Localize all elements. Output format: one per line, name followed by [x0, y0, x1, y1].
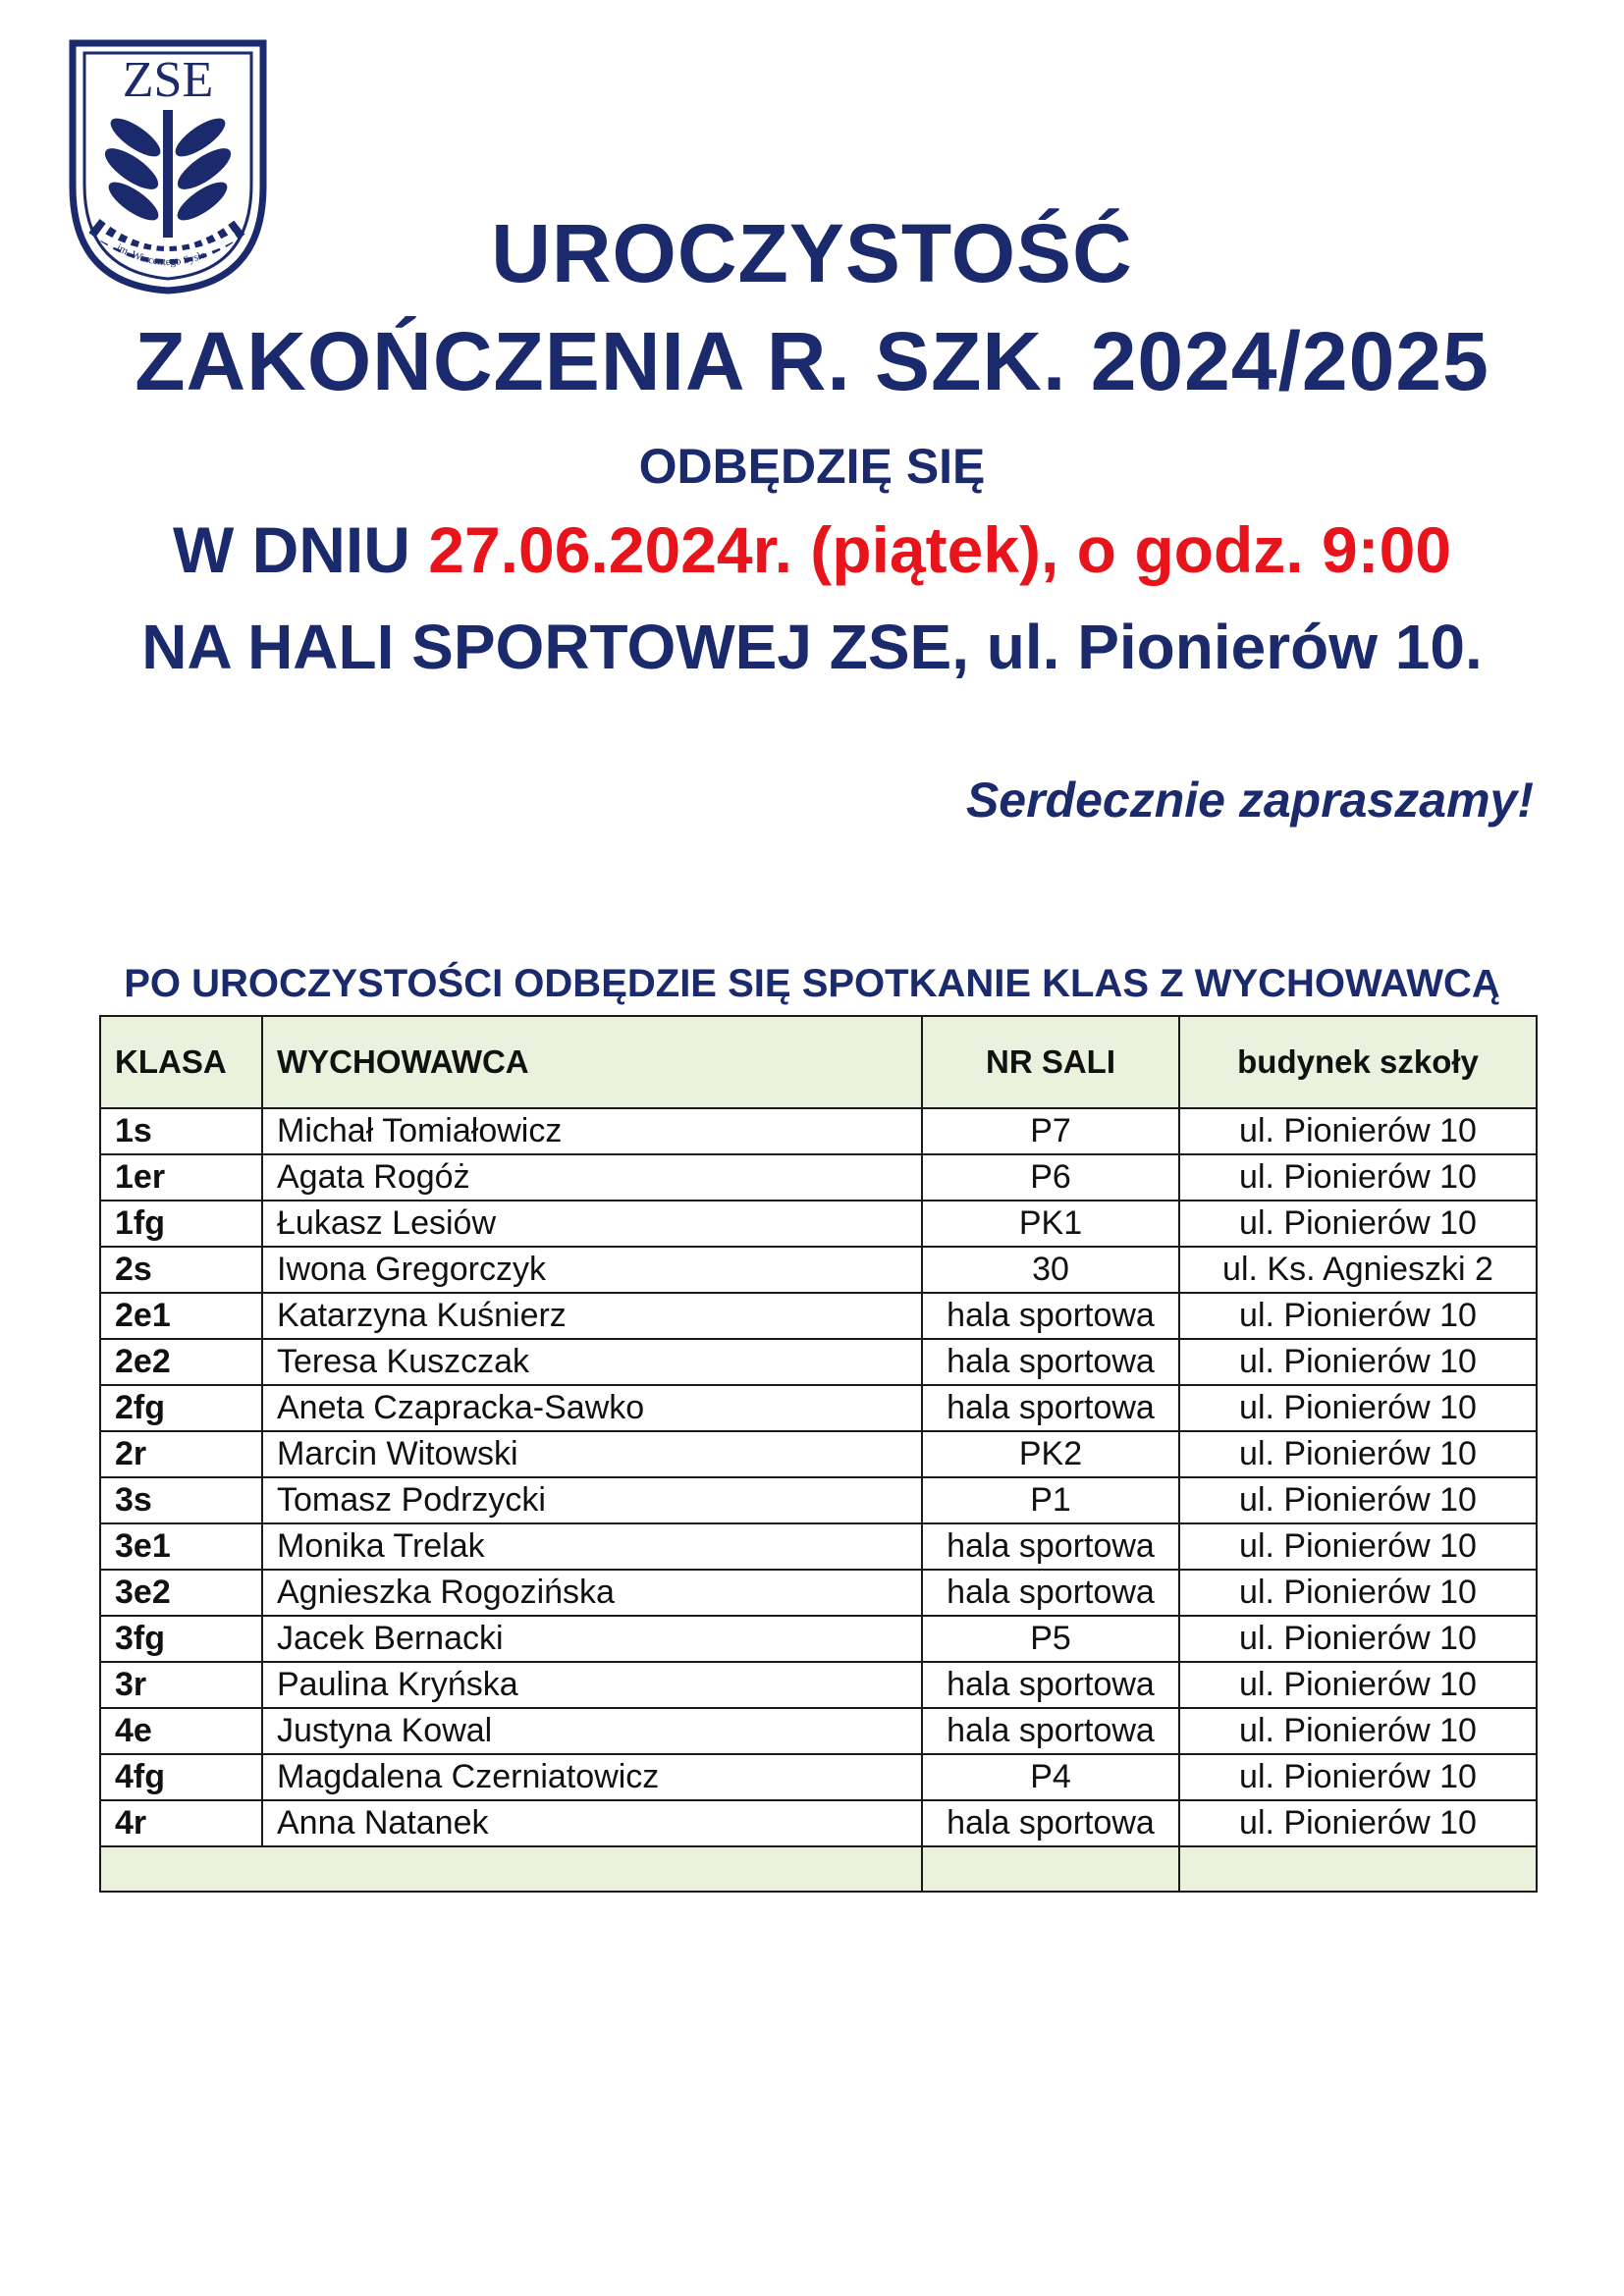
logo-text: ZSE: [122, 52, 214, 108]
cell-nr-sali: PK1: [922, 1201, 1179, 1247]
logo-ring-text: im. Wincentego Sysła: [114, 241, 208, 269]
cell-klasa: 3e2: [100, 1570, 262, 1616]
cell-klasa: 2e1: [100, 1293, 262, 1339]
table-row: [100, 1247, 1537, 1293]
cell-budynek: ul. Pionierów 10: [1179, 1754, 1537, 1800]
cell-nr-sali: hala sportowa: [922, 1570, 1179, 1616]
table-row: [100, 1708, 1537, 1754]
table-row: [100, 1800, 1537, 1846]
empty-cell: [100, 1846, 922, 1892]
cell-wychowawca: Teresa Kuszczak: [262, 1339, 922, 1385]
cell-budynek: ul. Pionierów 10: [1179, 1662, 1537, 1708]
cell-wychowawca: Monika Trelak: [262, 1523, 922, 1570]
header-nr-sali: NR SALI: [922, 1016, 1179, 1108]
cell-nr-sali: PK2: [922, 1431, 1179, 1477]
cell-nr-sali: P1: [922, 1477, 1179, 1523]
header-budynek: budynek szkoły: [1179, 1016, 1537, 1108]
cell-wychowawca: Magdalena Czerniatowicz: [262, 1754, 922, 1800]
table-row: [100, 1293, 1537, 1339]
table-row: [100, 1339, 1537, 1385]
cell-budynek: ul. Pionierów 10: [1179, 1201, 1537, 1247]
cell-klasa: 1er: [100, 1154, 262, 1201]
cell-wychowawca: Iwona Gregorczyk: [262, 1247, 922, 1293]
cell-budynek: ul. Pionierów 10: [1179, 1154, 1537, 1201]
cell-klasa: 3fg: [100, 1616, 262, 1662]
empty-cell: [1179, 1846, 1537, 1892]
date-prefix: W DNIU: [172, 513, 429, 586]
cell-nr-sali: hala sportowa: [922, 1800, 1179, 1846]
cell-nr-sali: hala sportowa: [922, 1293, 1179, 1339]
table-row: [100, 1201, 1537, 1247]
cell-wychowawca: Agata Rogóż: [262, 1154, 922, 1201]
cell-nr-sali: P5: [922, 1616, 1179, 1662]
table-row: [100, 1754, 1537, 1800]
cell-budynek: ul. Pionierów 10: [1179, 1616, 1537, 1662]
table-row: [100, 1616, 1537, 1662]
table-empty-row: [100, 1846, 1537, 1892]
table-heading: PO UROCZYSTOŚCI ODBĘDZIE SIĘ SPOTKANIE KLAS Z WYCHOWAWCĄ: [124, 962, 1500, 1005]
cell-klasa: 3s: [100, 1477, 262, 1523]
cell-klasa: 2fg: [100, 1385, 262, 1431]
cell-klasa: 1s: [100, 1108, 262, 1154]
table-row: [100, 1662, 1537, 1708]
cell-klasa: 4fg: [100, 1754, 262, 1800]
cell-klasa: 4r: [100, 1800, 262, 1846]
table-row: [100, 1523, 1537, 1570]
cell-wychowawca: Anna Natanek: [262, 1800, 922, 1846]
cell-nr-sali: 30: [922, 1247, 1179, 1293]
table-row: [100, 1570, 1537, 1616]
table-header-row: [100, 1016, 1537, 1108]
header-wychowawca: WYCHOWAWCA: [262, 1016, 922, 1108]
cell-nr-sali: hala sportowa: [922, 1523, 1179, 1570]
cell-klasa: 1fg: [100, 1201, 262, 1247]
table-row: [100, 1154, 1537, 1201]
cell-wychowawca: Łukasz Lesiów: [262, 1201, 922, 1247]
cell-budynek: ul. Ks. Agnieszki 2: [1179, 1247, 1537, 1293]
empty-cell: [922, 1846, 1179, 1892]
table-row: [100, 1431, 1537, 1477]
header-klasa: KLASA: [100, 1016, 262, 1108]
cell-nr-sali: hala sportowa: [922, 1385, 1179, 1431]
table-row: [100, 1108, 1537, 1154]
cell-wychowawca: Agnieszka Rogozińska: [262, 1570, 922, 1616]
cell-klasa: 2s: [100, 1247, 262, 1293]
cell-budynek: ul. Pionierów 10: [1179, 1477, 1537, 1523]
cell-wychowawca: Tomasz Podrzycki: [262, 1477, 922, 1523]
cell-budynek: ul. Pionierów 10: [1179, 1385, 1537, 1431]
cell-nr-sali: P6: [922, 1154, 1179, 1201]
cell-klasa: 3r: [100, 1662, 262, 1708]
table-row: [100, 1385, 1537, 1431]
cell-budynek: ul. Pionierów 10: [1179, 1293, 1537, 1339]
cell-wychowawca: Michał Tomiałowicz: [262, 1108, 922, 1154]
cell-wychowawca: Aneta Czapracka-Sawko: [262, 1385, 922, 1431]
cell-nr-sali: P7: [922, 1108, 1179, 1154]
title-location-line: NA HALI SPORTOWEJ ZSE, ul. Pionierów 10.: [141, 612, 1483, 682]
cell-nr-sali: hala sportowa: [922, 1662, 1179, 1708]
cell-wychowawca: Jacek Bernacki: [262, 1616, 922, 1662]
cell-wychowawca: Paulina Kryńska: [262, 1662, 922, 1708]
cell-wychowawca: Marcin Witowski: [262, 1431, 922, 1477]
cell-klasa: 2r: [100, 1431, 262, 1477]
title-line-3: ODBĘDZIĘ SIĘ: [638, 439, 986, 494]
cell-klasa: 3e1: [100, 1523, 262, 1570]
cell-budynek: ul. Pionierów 10: [1179, 1431, 1537, 1477]
cell-budynek: ul. Pionierów 10: [1179, 1523, 1537, 1570]
cell-klasa: 2e2: [100, 1339, 262, 1385]
cell-budynek: ul. Pionierów 10: [1179, 1708, 1537, 1754]
title-line-2: ZAKOŃCZENIA R. SZK. 2024/2025: [135, 315, 1489, 407]
cell-budynek: ul. Pionierów 10: [1179, 1570, 1537, 1616]
cell-budynek: ul. Pionierów 10: [1179, 1339, 1537, 1385]
title-date-line: [0, 512, 1624, 587]
cell-budynek: ul. Pionierów 10: [1179, 1800, 1537, 1846]
title-line-1: UROCZYSTOŚĆ: [491, 207, 1133, 299]
cell-budynek: ul. Pionierów 10: [1179, 1108, 1537, 1154]
date-highlight: 27.06.2024r. (piątek), o godz. 9:00: [428, 513, 1452, 586]
cell-wychowawca: Justyna Kowal: [262, 1708, 922, 1754]
cell-klasa: 4e: [100, 1708, 262, 1754]
cell-wychowawca: Katarzyna Kuśnierz: [262, 1293, 922, 1339]
class-meeting-table: [99, 1015, 1538, 1893]
table-row: [100, 1477, 1537, 1523]
cell-nr-sali: hala sportowa: [922, 1339, 1179, 1385]
invitation-text: Serdecznie zapraszamy!: [965, 773, 1534, 828]
cell-nr-sali: hala sportowa: [922, 1708, 1179, 1754]
cell-nr-sali: P4: [922, 1754, 1179, 1800]
